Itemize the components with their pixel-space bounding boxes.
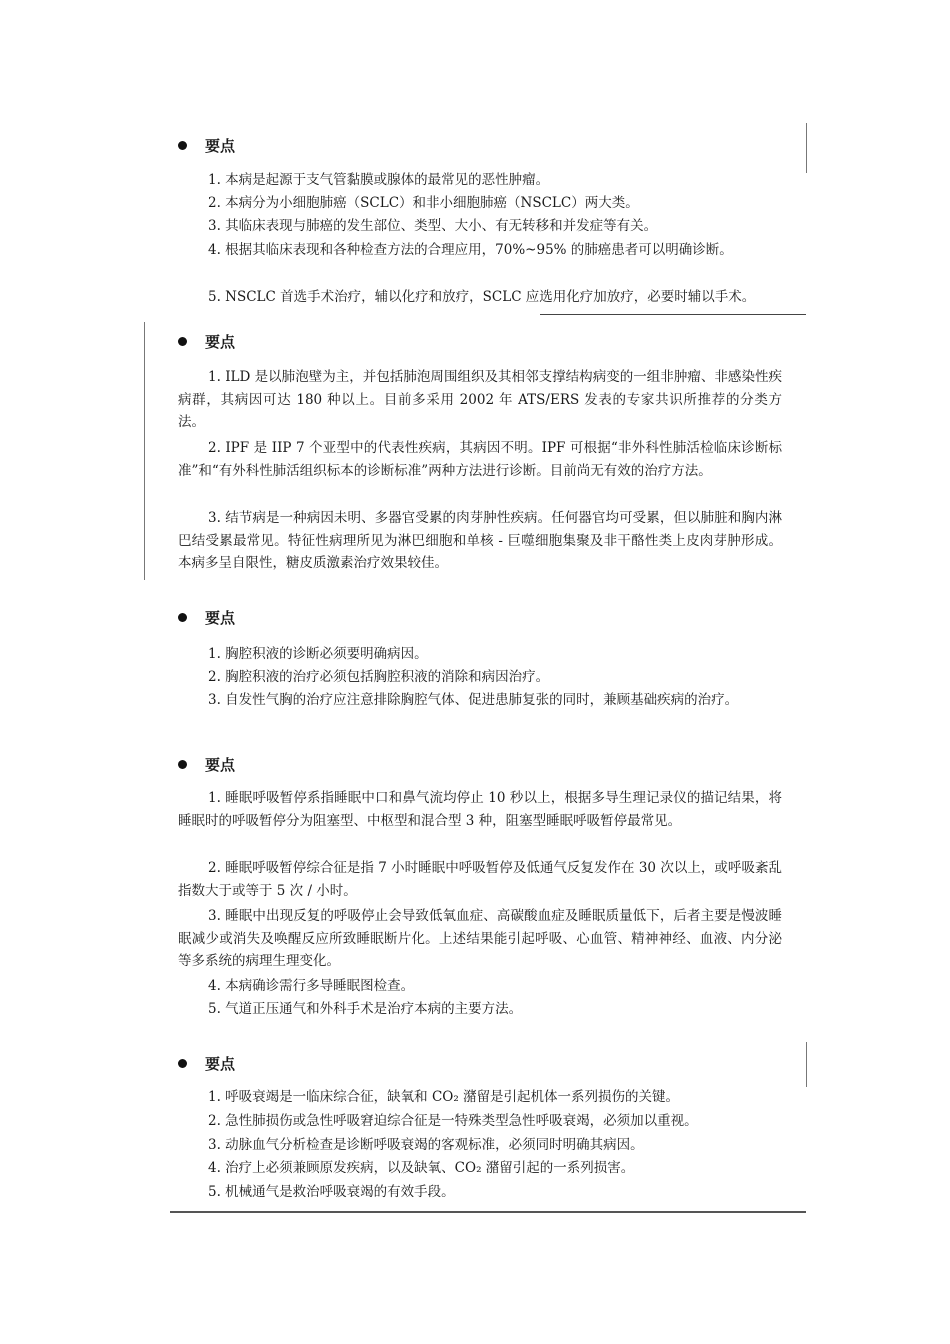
scan-edge-line [144,322,145,580]
section-5-item-5: 5. 机械通气是救治呼吸衰竭的有效手段。 [208,1184,455,1200]
section-1-item-2: 2. 本病分为小细胞肺癌（SCLC）和非小细胞肺癌（NSCLC）两大类。 [208,195,639,211]
section-1-item-5: 5. NSCLC 首选手术治疗，辅以化疗和放疗，SCLC 应选用化疗加放疗，必要时辅以手术。 [208,289,756,305]
section-heading-text: 要点 [205,1054,236,1073]
section-2-item-2: 2. IPF 是 IIP 7 个亚型中的代表性疾病，其病因不明。IPF 可根据“非外科性肺活检临床诊断标准”和“有外科性肺活组织标本的诊断标准”两种方法进行诊断。目前尚无有效的治疗方法。 [178,440,782,479]
section-1-item-3: 3. 其临床表现与肺癌的发生部位、类型、大小、有无转移和并发症等有关。 [208,218,658,234]
section-5-item-3: 3. 动脉血气分析检查是诊断呼吸衰竭的客观标准，必须同时明确其病因。 [208,1137,644,1153]
section-5-item-4: 4. 治疗上必须兼顾原发疾病，以及缺氧、CO₂ 潴留引起的一系列损害。 [208,1160,635,1176]
section-heading-text: 要点 [205,136,236,155]
bullet-icon [178,141,187,150]
section-4-heading [178,753,235,775]
divider-rule [540,314,806,315]
bullet-icon [178,613,187,622]
section-2-item-3: 3. 结节病是一种病因未明、多器官受累的肉芽肿性疾病。任何器官均可受累，但以肺脏和胸内淋巴结受累最常见。特征性病理所见为淋巴细胞和单核 - 巨噬细胞集聚及非干酪性类上皮肉芽肿形成。本病多呈自限性，糖皮质激素治疗效果较佳。 [178,510,782,571]
section-5-item-2: 2. 急性肺损伤或急性呼吸窘迫综合征是一特殊类型急性呼吸衰竭，必须加以重视。 [208,1113,698,1129]
section-3-item-3: 3. 自发性气胸的治疗应注意排除胸腔气体、促进患肺复张的同时，兼顾基础疾病的治疗。 [208,692,739,708]
section-1-item-4: 4. 根据其临床表现和各种检查方法的合理应用，70%~95% 的肺癌患者可以明确诊断。 [208,242,733,258]
scan-edge-line [806,1042,807,1087]
scan-edge-line [806,123,807,173]
section-3-item-1: 1. 胸腔积液的诊断必须要明确病因。 [208,646,428,662]
section-4-item-5: 5. 气道正压通气和外科手术是治疗本病的主要方法。 [208,1001,523,1017]
bullet-icon [178,760,187,769]
bullet-icon [178,1059,187,1068]
section-1-heading [178,134,235,156]
section-3-item-2: 2. 胸腔积液的治疗必须包括胸腔积液的消除和病因治疗。 [208,669,550,685]
section-4-item-2: 2. 睡眠呼吸暂停综合征是指 7 小时睡眠中呼吸暂停及低通气反复发作在 30 次以上，或呼吸紊乱指数大于或等于 5 次 / 小时。 [178,860,782,899]
section-4-item-3: 3. 睡眠中出现反复的呼吸停止会导致低氧血症、高碳酸血症及睡眠质量低下，后者主要是慢波睡眠减少或消失及唤醒反应所致睡眠断片化。上述结果能引起呼吸、心血管、精神神经、血液、内分泌等多系统的病理生理变化。 [178,908,782,969]
section-2-heading [178,330,235,352]
section-3-heading [178,606,235,628]
section-heading-text: 要点 [205,608,236,627]
section-5-item-1: 1. 呼吸衰竭是一临床综合征，缺氧和 CO₂ 潴留是引起机体一系列损伤的关键。 [208,1089,680,1105]
section-4-item-4: 4. 本病确诊需行多导睡眠图检查。 [208,978,415,994]
section-heading-text: 要点 [205,332,236,351]
section-1-item-1: 1. 本病是起源于支气管黏膜或腺体的最常见的恶性肿瘤。 [208,172,550,188]
section-heading-text: 要点 [205,755,236,774]
bullet-icon [178,337,187,346]
bottom-rule [170,1211,806,1213]
section-4-item-1: 1. 睡眠呼吸暂停系指睡眠中口和鼻气流均停止 10 秒以上，根据多导生理记录仪的描记结果，将睡眠时的呼吸暂停分为阻塞型、中枢型和混合型 3 种，阻塞型睡眠呼吸暂停最常见。 [178,790,782,829]
section-2-item-1: 1. ILD 是以肺泡壁为主，并包括肺泡周围组织及其相邻支撑结构病变的一组非肿瘤、非感染性疾病群，其病因可达 180 种以上。目前多采用 2002 年 ATS/ERS 发表的专家共识所推荐的分类方法。 [178,369,782,430]
section-5-heading [178,1052,235,1074]
